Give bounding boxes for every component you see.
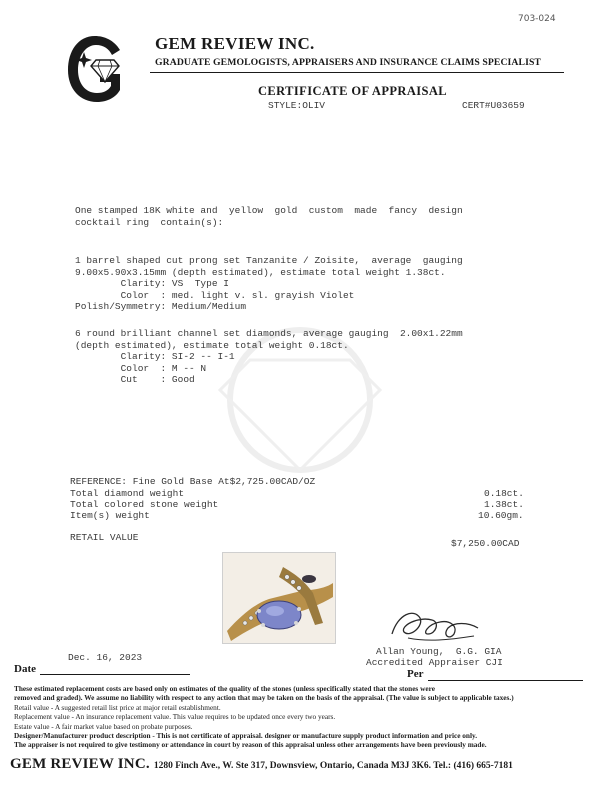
summary-value: 10.60gm.: [478, 510, 524, 521]
retail-value-amount: $7,250.00CAD: [451, 538, 520, 549]
ring-photo: [222, 552, 336, 644]
stone-line: 9.00x5.90x3.15mm (depth estimated), estimate total weight 1.38ct.: [75, 266, 446, 278]
summary-label: Total diamond weight: [70, 488, 185, 499]
appraiser-name: Allan Young, G.G. GIA: [376, 646, 502, 657]
stone-clarity: Clarity: VS Type I: [75, 278, 229, 289]
diamond-line: (depth estimated), estimate total weight 0.18ct.: [75, 339, 349, 351]
date-line: [40, 674, 190, 675]
company-tagline: GRADUATE GEMOLOGISTS, APPRAISERS AND INSURANCE CLAIMS SPECIALIST: [155, 57, 541, 68]
retail-value-label: RETAIL VALUE: [70, 532, 139, 543]
primary-stone-details: [75, 255, 463, 313]
disclaimer-line: These estimated replacement costs are based only on estimates of the quality of the stones (unless specifically stated that the stones were: [14, 684, 435, 693]
footer-contact: [10, 755, 513, 773]
header-rule: [150, 72, 564, 73]
diamond-line: 6 round brilliant channel set diamonds, average gauging 2.00x1.22mm: [75, 328, 463, 339]
definition-replacement: Replacement value - An insurance replacement value. This value requires to be updated once every two years.: [14, 712, 336, 722]
cert-number: CERT#U03659: [462, 100, 525, 111]
summary-value: 0.18ct.: [484, 488, 524, 499]
definition-designer: Designer/Manufacturer product description - This is not certificate of appraisal. designer or manufacture supply product information and price only.: [14, 731, 478, 741]
per-line: [428, 680, 583, 681]
footer-address: 1280 Finch Ave., W. Ste 317, Downsview, Ontario, Canada M3J 3K6. Tel.: (416) 665-7181: [153, 761, 513, 771]
summary-label: Item(s) weight: [70, 510, 150, 521]
footer-brand: GEM REVIEW INC.: [10, 756, 150, 772]
appraisal-date-value: Dec. 16, 2023: [68, 652, 143, 663]
appraiser-signature: [388, 604, 484, 646]
summary-label: Total colored stone weight: [70, 499, 219, 510]
style-code: STYLE:OLIV: [268, 100, 326, 111]
per-label: Per: [407, 668, 424, 680]
date-label: Date: [14, 663, 36, 675]
item-description: [75, 205, 463, 228]
definition-estate: Estate value - A fair market value based on probate purposes.: [14, 721, 193, 731]
diamond-cut: Cut : Good: [75, 374, 195, 385]
handwritten-reference: 703-024: [518, 14, 556, 24]
description-line: One stamped 18K white and yellow gold custom made fancy design: [75, 205, 463, 216]
gem-review-logo: [62, 30, 132, 108]
definition-retail: Retail value - A suggested retail list price at major retail establishment.: [14, 702, 221, 712]
summary-value: 1.38ct.: [484, 499, 524, 510]
stone-polish: Polish/Symmetry: Medium/Medium: [75, 301, 247, 312]
footer-disclaimer: [14, 684, 604, 750]
stone-color: Color : med. light v. sl. grayish Violet: [75, 289, 355, 301]
diamond-clarity: Clarity: SI-2 -- I-1: [75, 351, 235, 362]
appraiser-title: Accredited Appraiser CJI: [366, 657, 503, 668]
company-name: GEM REVIEW INC.: [155, 34, 315, 53]
diamond-color: Color : M -- N: [75, 362, 207, 374]
certificate-title: CERTIFICATE OF APPRAISAL: [258, 84, 448, 98]
reference-gold-base: REFERENCE: Fine Gold Base At$2,725.00CAD/OZ: [70, 476, 316, 487]
description-line: cocktail ring contain(s):: [75, 216, 224, 228]
definition-testimony: The appraiser is not required to give testimony or attendance in court by reason of this appraisal unless other arrangements have been previously made.: [14, 740, 487, 750]
diamond-details: [75, 328, 463, 386]
disclaimer-line: removed and graded). We assume no liability with respect to any action that may be taken on the basis of the appraisal. (The value is subject to applicable taxes.): [14, 693, 514, 703]
stone-line: 1 barrel shaped cut prong set Tanzanite / Zoisite, average gauging: [75, 255, 463, 266]
